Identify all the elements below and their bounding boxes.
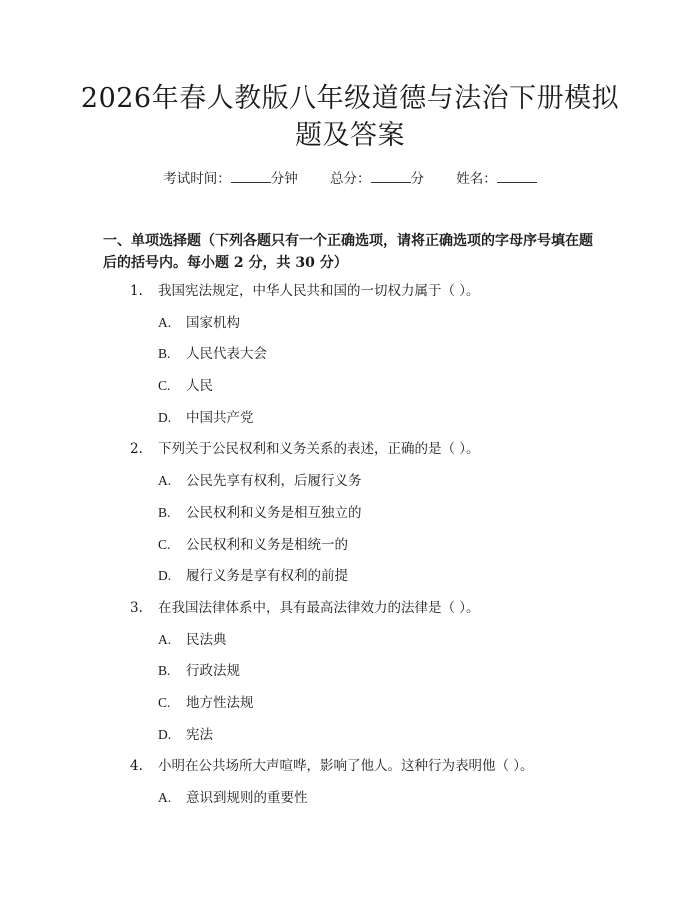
option-list <box>0 313 700 440</box>
option-letter: B. <box>158 346 171 362</box>
student-name-blank[interactable] <box>497 168 537 183</box>
title-line-2: 题及答案 <box>295 120 405 151</box>
option-text: 人民代表大会 <box>186 346 267 363</box>
option-letter: C. <box>158 536 171 552</box>
section-heading: 一、单项选择题（下列各题只有一个正确选项，请将正确选项的字母序号填在题后的括号内。每小题 2 分，共 30 分） <box>103 233 593 271</box>
question-number: 3. <box>130 599 143 616</box>
answer-option[interactable] <box>0 788 700 820</box>
question-stem <box>0 281 700 313</box>
exam-time <box>163 171 302 187</box>
answer-option[interactable] <box>0 471 700 503</box>
question-item <box>0 756 700 819</box>
option-text: 中国共产党 <box>186 409 254 426</box>
option-list <box>0 471 700 598</box>
option-letter: D. <box>158 568 172 584</box>
total-score-blank[interactable] <box>371 168 411 183</box>
option-letter: B. <box>158 663 171 679</box>
document-title <box>60 80 640 154</box>
answer-option[interactable] <box>0 503 700 535</box>
exam-time-unit: 分钟 <box>270 171 298 187</box>
question-item <box>0 281 700 439</box>
answer-option[interactable] <box>0 344 700 376</box>
answer-option[interactable] <box>0 693 700 725</box>
option-letter: A. <box>158 314 172 330</box>
option-text: 宪法 <box>186 726 213 743</box>
option-letter: A. <box>158 631 172 647</box>
total-score-label: 总分： <box>330 171 371 187</box>
option-text: 民法典 <box>186 631 227 648</box>
question-stem <box>0 756 700 788</box>
answer-option[interactable] <box>0 376 700 408</box>
option-list <box>0 788 700 820</box>
question-text: 小明在公共场所大声喧哗，影响了他人。这种行为表明他（ ）。 <box>158 758 534 775</box>
total-score-unit: 分 <box>410 171 424 187</box>
option-text: 意识到规则的重要性 <box>186 790 308 806</box>
answer-option[interactable] <box>0 725 700 757</box>
question-text: 下列关于公民权利和义务关系的表述，正确的是（ ）。 <box>158 441 480 458</box>
option-list <box>0 630 700 757</box>
option-text: 公民权利和义务是相统一的 <box>186 536 348 553</box>
answer-option[interactable] <box>0 566 700 598</box>
question-item <box>0 439 700 597</box>
option-letter: D. <box>158 409 172 425</box>
question-stem <box>0 598 700 630</box>
answer-option[interactable] <box>0 661 700 693</box>
answer-option[interactable] <box>0 535 700 567</box>
exam-time-label: 考试时间： <box>163 171 231 187</box>
question-number: 2. <box>130 441 143 458</box>
option-letter: B. <box>158 504 171 520</box>
exam-info-line <box>0 168 700 189</box>
option-letter: C. <box>158 694 171 710</box>
option-letter: C. <box>158 378 171 394</box>
question-list <box>0 281 700 820</box>
question-stem <box>0 439 700 471</box>
option-text: 人民 <box>186 378 213 395</box>
option-text: 公民先享有权利，后履行义务 <box>186 473 362 490</box>
question-text: 我国宪法规定，中华人民共和国的一切权力属于（ ）。 <box>158 283 480 299</box>
option-text: 行政法规 <box>186 663 240 680</box>
answer-option[interactable] <box>0 630 700 662</box>
option-letter: D. <box>158 726 172 742</box>
question-item <box>0 598 700 756</box>
title-line-1: 2026年春人教版八年级道德与法治下册模拟 <box>80 83 620 114</box>
option-text: 履行义务是享有权利的前提 <box>186 568 348 585</box>
answer-option[interactable] <box>0 408 700 440</box>
question-text: 在我国法律体系中，具有最高法律效力的法律是（ ）。 <box>158 599 480 616</box>
option-text: 国家机构 <box>186 314 240 331</box>
question-number: 1. <box>130 283 143 299</box>
option-letter: A. <box>158 473 172 489</box>
question-number: 4. <box>130 758 143 775</box>
option-text: 公民权利和义务是相互独立的 <box>186 504 362 521</box>
exam-time-blank[interactable] <box>231 168 271 183</box>
option-text: 地方性法规 <box>186 694 254 711</box>
student-name-label: 姓名： <box>456 171 497 187</box>
total-score <box>330 171 428 187</box>
student-name <box>456 171 537 187</box>
answer-option[interactable] <box>0 313 700 345</box>
option-letter: A. <box>158 790 172 805</box>
